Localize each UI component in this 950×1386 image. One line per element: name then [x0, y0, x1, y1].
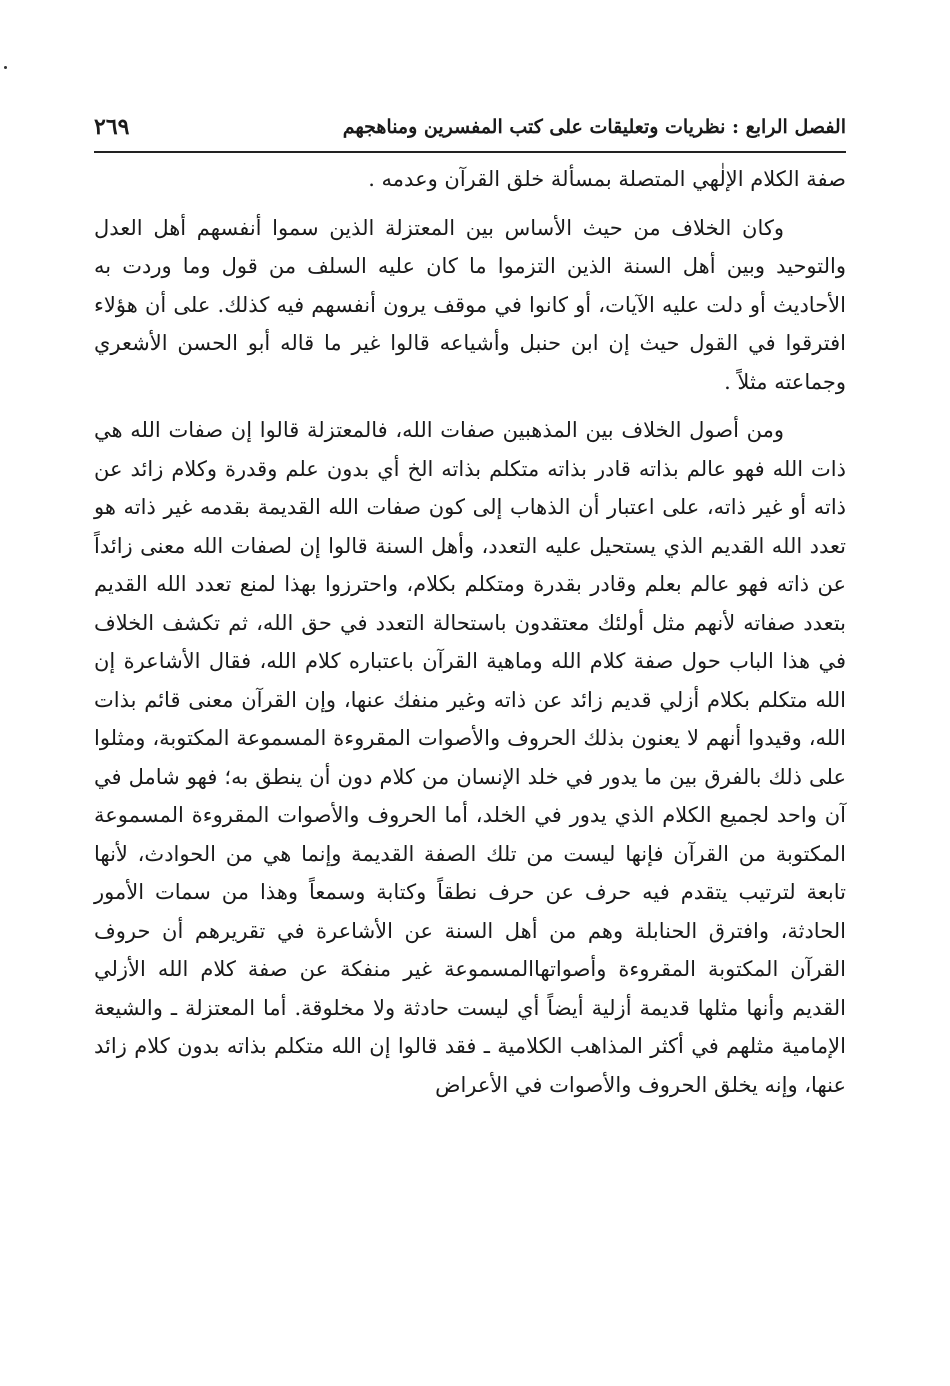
body-text [94, 160, 846, 1104]
header-rule [94, 151, 846, 153]
page-number: ٢٦٩ [94, 114, 130, 140]
page-header [94, 112, 846, 152]
paragraph: وكان الخلاف من حيث الأساس بين المعتزلة الذين سموا أنفسهم أهل العدل والتوحيد وبين أهل السنة الذين التزموا ما كان عليه السلف من قول وما وردت به الأحاديث أو دلت عليه الآيات، أو كانوا في موقف يرون أنفسهم فيه كذلك. على أن هؤلاء افترقوا في القول حيث إن ابن حنبل وأشياعه قالوا غير ما قاله أبو الحسن الأشعري وجماعته مثلاً . [94, 215, 846, 394]
paragraph-continuation: صفة الكلام الإلٰهي المتصلة بمسألة خلق القرآن وعدمه . [368, 167, 846, 191]
running-head: الفصل الرابع : نظريات وتعليقات على كتب المفسرين ومناهجهم [342, 116, 846, 138]
paragraph: ومن أصول الخلاف بين المذهبين صفات الله، فالمعتزلة قالوا إن صفات الله هي ذات الله فهو عالم بذاته قادر بذاته متكلم بذاته الخ أي بدون علم وقدرة وكلام زائد عن ذاته أو غير ذاته، على اعتبار أن الذهاب إلى كون صفات الله القديمة بقدمه غير ذاته هو تعدد الله القديم الذي يستحيل عليه التعدد، وأهل السنة قالوا إن لصفات الله معنى زائداً عن ذاته فهو عالم بعلم وقادر بقدرة ومتكلم بكلام، واحترزوا بهذا لمنع تعدد الله القديم بتعدد صفاته لأنهم مثل أولئك معتقدون باستحالة التعدد في حق الله، ثم تكشف الخلاف في هذا الباب حول صفة كلام الله وماهية القرآن باعتباره كلام الله، فقال الأشاعرة إن الله متكلم بكلام أزلي قديم زائد عن ذاته وغير منفك عنها، وإن القرآن معنى قائم بذات الله، وقيدوا أنهم لا يعنون بذلك الحروف والأصوات المقروءة المسموعة المكتوبة، ومثلوا على ذلك بالفرق بين ما يدور في خلد الإنسان من كلام دون أن ينطق به؛ فهو شامل في آن واحد لجميع الكلام الذي يدور في الخلد، أما الحروف والأصوات المقروءة المسموعة المكتوبة من القرآن فإنها ليست من تلك الصفة القديمة وإنما هي من الحوادث، لأنها تابعة لترتيب يتقدم فيه حرف عن حرف نطقاً وكتابة وسمعاً وهذا من سمات الأمور الحادثة، وافترق الحنابلة وهم من أهل السنة عن الأشاعرة في تقريرهم أن حروف القرآن المكتوبة المقروءة وأصواتهاالمسموعة غير منفكة عن صفة كلام الله الأزلي القديم وأنها مثلها قديمة أزلية أيضاً أي ليست حادثة ولا مخلوقة. أما المعتزلة ـ والشيعة الإمامية مثلهم في أكثر المذاهب الكلامية ـ فقد قالوا إن الله متكلم بذاته بدون كلام زائد عنها، وإنه يخلق الحروف والأصوات في الأعراض [94, 418, 846, 1097]
scan-speck [4, 66, 7, 69]
